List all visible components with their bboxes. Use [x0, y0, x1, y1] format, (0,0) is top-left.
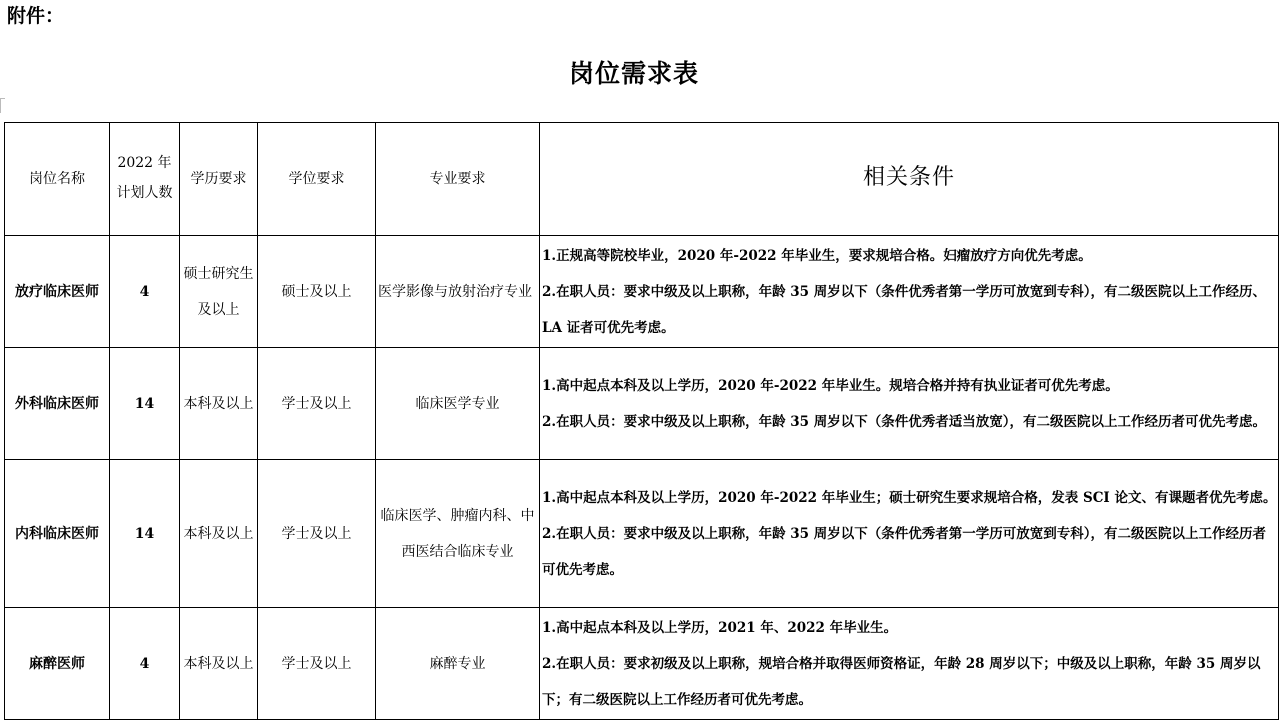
header-education: 学历要求: [180, 123, 258, 236]
condition-item: 2.在职人员：要求中级及以上职称，年龄 35 周岁以下（条件优秀者第一学历可放宽到专科），有二级医院以上工作经历、LA 证者可优先考虑。: [542, 283, 1267, 336]
plan-count: 4: [110, 236, 180, 348]
post-name: 麻醉医师: [5, 608, 110, 720]
page-title: 岗位需求表: [568, 59, 699, 88]
header-conditions-label: 相关条件: [862, 165, 955, 190]
plan-count: 14: [110, 348, 180, 460]
condition-item: 1.高中起点本科及以上学历，2020 年-2022 年毕业生；硕士研究生要求规培合格，发表 SCI 论文、有课题者优先考虑。: [542, 489, 1277, 506]
table-row: [5, 236, 1279, 348]
degree-req: 学士及以上: [258, 348, 376, 460]
degree-req: 学士及以上: [258, 608, 376, 720]
conditions-cell: [540, 460, 1279, 608]
condition-item: 1.高中起点本科及以上学历，2021 年、2022 年毕业生。: [542, 619, 898, 636]
education-req: 硕士研究生及以上: [180, 236, 258, 348]
major-req: 医学影像与放射治疗专业: [376, 236, 540, 348]
plan-count: 4: [110, 608, 180, 720]
table-row: [5, 608, 1279, 720]
header-major: 专业要求: [376, 123, 540, 236]
header-post: 岗位名称: [5, 123, 110, 236]
major-req: 麻醉专业: [376, 608, 540, 720]
attachment-label: 附件：: [7, 5, 65, 27]
conditions-cell: [540, 608, 1279, 720]
plan-count: 14: [110, 460, 180, 608]
condition-item: 2.在职人员：要求初级及以上职称，规培合格并取得医师资格证，年龄 28 周岁以下；中级及以上职称，年龄 35 周岁以下；有二级医院以上工作经历者可优先考虑。: [542, 655, 1261, 708]
condition-item: 1.高中起点本科及以上学历，2020 年-2022 年毕业生。规培合格并持有执业证者可优先考虑。: [542, 377, 1119, 394]
header-conditions: [540, 123, 1279, 236]
condition-item: 1.正规高等院校毕业，2020 年-2022 年毕业生，要求规培合格。妇瘤放疗方向优先考虑。: [542, 247, 1092, 264]
conditions-cell: [540, 348, 1279, 460]
table-row: [5, 348, 1279, 460]
condition-item: 2.在职人员：要求中级及以上职称，年龄 35 周岁以下（条件优秀者第一学历可放宽到专科），有二级医院以上工作经历者可优先考虑。: [542, 525, 1267, 578]
post-name: 外科临床医师: [5, 348, 110, 460]
header-degree: 学位要求: [258, 123, 376, 236]
education-req: 本科及以上: [180, 608, 258, 720]
major-req: 临床医学专业: [376, 348, 540, 460]
margin-mark: [0, 98, 5, 113]
degree-req: 学士及以上: [258, 460, 376, 608]
header-count: [110, 123, 180, 236]
header-count-label: 2022 年计划人数: [116, 154, 173, 201]
conditions-cell: [540, 236, 1279, 348]
degree-req: 硕士及以上: [258, 236, 376, 348]
post-name: 内科临床医师: [5, 460, 110, 608]
major-req: 临床医学、肿瘤内科、中西医结合临床专业: [376, 460, 540, 608]
table-row: [5, 460, 1279, 608]
condition-item: 2.在职人员：要求中级及以上职称，年龄 35 周岁以下（条件优秀者适当放宽），有二级医院以上工作经历者可优先考虑。: [542, 413, 1267, 430]
post-name: 放疗临床医师: [5, 236, 110, 348]
requirements-table: [4, 122, 1279, 720]
education-req: 本科及以上: [180, 348, 258, 460]
table-header-row: [5, 123, 1279, 236]
education-req: 本科及以上: [180, 460, 258, 608]
